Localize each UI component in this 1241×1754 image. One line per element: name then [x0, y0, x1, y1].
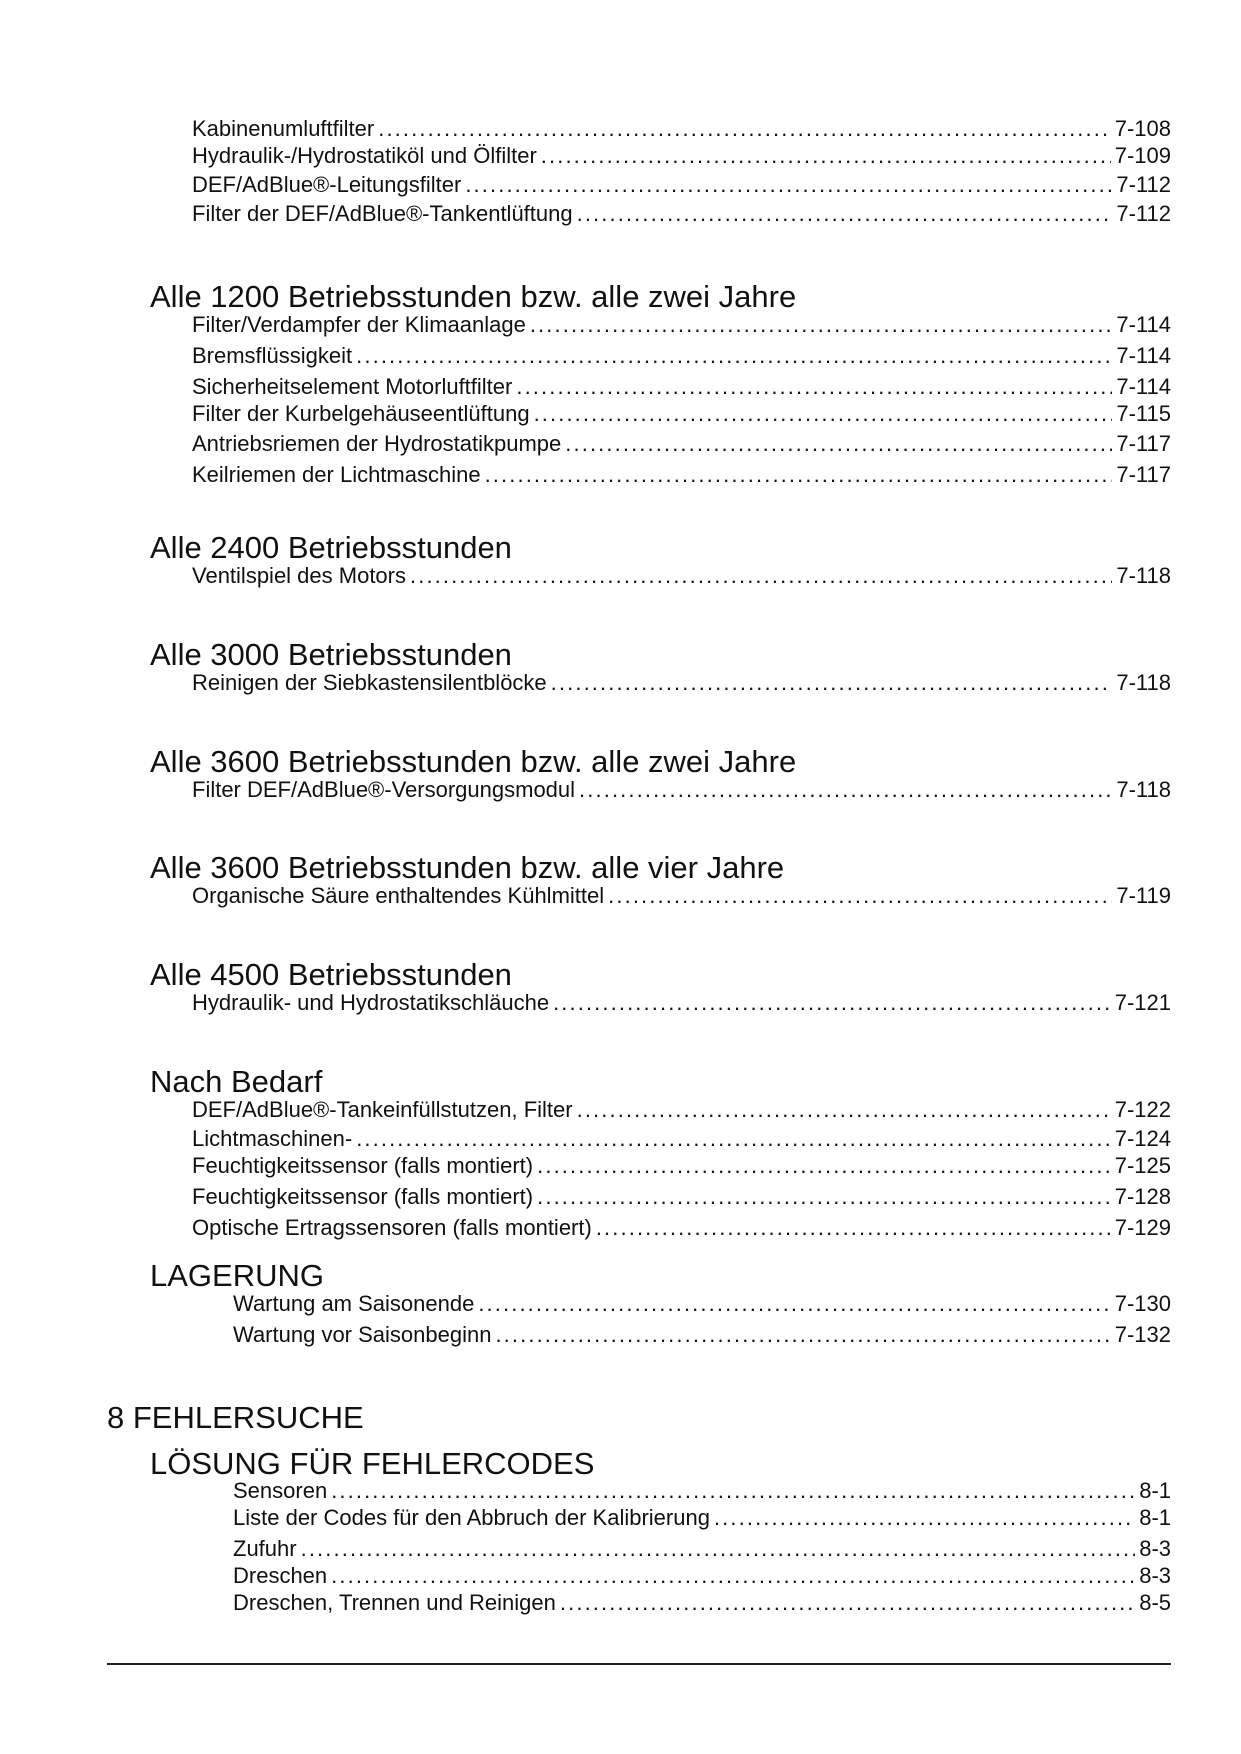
toc-entry-label: Filter der DEF/AdBlue®-Tankentlüftung [192, 201, 573, 226]
leader-dots [714, 1505, 1135, 1531]
toc-entry-label: Filter/Verdampfer der Klimaanlage [192, 312, 526, 337]
leader-dots [516, 374, 1112, 400]
toc-entry-label: Bremsflüssigkeit [192, 343, 353, 368]
toc-entry[interactable] [192, 563, 1171, 589]
section-heading: Alle 1200 Betriebsstunden bzw. alle zwei Jahre [150, 279, 797, 314]
leader-dots [579, 777, 1112, 803]
leader-dots [596, 1215, 1111, 1241]
toc-entry[interactable] [233, 1322, 1171, 1348]
leader-dots [565, 431, 1112, 457]
toc-entry-label: Lichtmaschinen- [192, 1126, 353, 1151]
toc-entry[interactable] [192, 343, 1171, 369]
toc-entry-page: 7-125 [1114, 1153, 1171, 1178]
leader-dots [495, 1322, 1110, 1348]
toc-entry[interactable] [192, 401, 1171, 427]
toc-entry-label: DEF/AdBlue®-Tankeinfüllstutzen, Filter [192, 1097, 573, 1122]
toc-entry[interactable] [233, 1291, 1171, 1317]
section-heading: Alle 2400 Betriebsstunden [150, 530, 512, 565]
leader-dots [301, 1536, 1136, 1562]
toc-entry-label: Hydraulik-/Hydrostatiköl und Ölfilter [192, 143, 537, 168]
toc-entry[interactable] [192, 374, 1171, 400]
toc-entry[interactable] [192, 1097, 1171, 1123]
toc-entry-label: Sicherheitselement Motorluftfilter [192, 374, 513, 399]
toc-entry[interactable] [192, 462, 1171, 488]
toc-entry-page: 7-122 [1114, 1097, 1171, 1122]
toc-entry-page: 7-130 [1114, 1291, 1171, 1316]
toc-entry-page: 7-117 [1116, 431, 1171, 456]
toc-entry[interactable] [192, 990, 1171, 1016]
toc-entry-label: Dreschen [233, 1563, 328, 1588]
section-heading: Alle 3000 Betriebsstunden [150, 637, 512, 672]
toc-entry-page: 7-114 [1116, 312, 1171, 337]
toc-entry[interactable] [192, 431, 1171, 457]
chapter-heading: 8 FEHLERSUCHE [107, 1400, 364, 1435]
toc-entry-label: Wartung vor Saisonbeginn [233, 1322, 492, 1347]
toc-entry-label: Filter DEF/AdBlue®-Versorgungsmodul [192, 777, 576, 802]
toc-entry-page: 7-118 [1116, 777, 1171, 802]
toc-entry-page: 8-5 [1139, 1590, 1171, 1615]
section-heading: Nach Bedarf [150, 1064, 323, 1099]
toc-entry[interactable] [192, 1215, 1171, 1241]
leader-dots [465, 172, 1112, 198]
leader-dots [478, 1291, 1110, 1317]
toc-entry-page: 7-121 [1114, 990, 1171, 1015]
toc-entry-page: 7-109 [1114, 143, 1171, 168]
subsection-heading: LÖSUNG FÜR FEHLERCODES [150, 1446, 595, 1481]
toc-entry[interactable] [233, 1590, 1171, 1616]
toc-entry-label: Ventilspiel des Motors [192, 563, 406, 588]
toc-entry[interactable] [233, 1478, 1171, 1504]
toc-entry-page: 7-108 [1114, 116, 1171, 141]
section-heading: Alle 4500 Betriebsstunden [150, 957, 512, 992]
toc-entry-label: Dreschen, Trennen und Reinigen [233, 1590, 556, 1615]
toc-entry-label: Zufuhr [233, 1536, 297, 1561]
leader-dots [537, 1153, 1111, 1179]
leader-dots [356, 1126, 1111, 1152]
toc-entry[interactable] [192, 1184, 1171, 1210]
toc-entry-page: 7-112 [1116, 172, 1171, 197]
toc-entry-page: 7-115 [1116, 401, 1171, 426]
leader-dots [541, 143, 1111, 169]
leader-dots [577, 1097, 1111, 1123]
toc-entry-label: Keilriemen der Lichtmaschine [192, 462, 481, 487]
toc-entry-label: Hydraulik- und Hydrostatikschläuche [192, 990, 550, 1015]
toc-entry[interactable] [233, 1505, 1171, 1531]
toc-entry-label: Liste der Codes für den Abbruch der Kalibrierung [233, 1505, 710, 1530]
leader-dots [560, 1590, 1135, 1616]
toc-entry-page: 7-132 [1114, 1322, 1171, 1347]
toc-entry-label: Wartung am Saisonende [233, 1291, 475, 1316]
leader-dots [331, 1478, 1135, 1504]
toc-entry[interactable] [192, 777, 1171, 803]
leader-dots [577, 201, 1113, 227]
toc-entry-page: 7-118 [1116, 563, 1171, 588]
leader-dots [410, 563, 1112, 589]
section-heading: Alle 3600 Betriebsstunden bzw. alle zwei Jahre [150, 744, 797, 779]
toc-entry[interactable] [192, 1126, 1171, 1152]
toc-entry[interactable] [233, 1563, 1171, 1589]
section-heading: LAGERUNG [150, 1258, 324, 1293]
leader-dots [537, 1184, 1111, 1210]
toc-entry-label: Feuchtigkeitssensor (falls montiert) [192, 1184, 534, 1209]
toc-entry-page: 7-118 [1116, 670, 1171, 695]
toc-entry-label: Sensoren [233, 1478, 328, 1503]
leader-dots [356, 343, 1112, 369]
toc-entry[interactable] [192, 201, 1171, 227]
toc-entry[interactable] [192, 670, 1171, 696]
toc-entry-label: Feuchtigkeitssensor (falls montiert) [192, 1153, 534, 1178]
toc-entry-label: Reinigen der Siebkastensilentblöcke [192, 670, 547, 695]
toc-entry[interactable] [192, 116, 1171, 142]
toc-entry-page: 7-124 [1114, 1126, 1171, 1151]
bottom-rule [107, 1663, 1171, 1665]
toc-entry-page: 8-3 [1139, 1563, 1171, 1588]
toc-entry-page: 7-129 [1114, 1215, 1171, 1240]
toc-entry-page: 7-112 [1116, 201, 1171, 226]
toc-entry-page: 8-3 [1139, 1536, 1171, 1561]
leader-dots [530, 312, 1113, 338]
toc-entry-label: Filter der Kurbelgehäuseentlüftung [192, 401, 530, 426]
section-heading: Alle 3600 Betriebsstunden bzw. alle vier Jahre [150, 850, 785, 885]
leader-dots [551, 670, 1113, 696]
toc-entry-label: Organische Säure enthaltendes Kühlmittel [192, 883, 605, 908]
toc-entry[interactable] [192, 1153, 1171, 1179]
toc-entry-page: 8-1 [1139, 1478, 1171, 1503]
leader-dots [553, 990, 1111, 1016]
leader-dots [534, 401, 1113, 427]
leader-dots [331, 1563, 1135, 1589]
toc-entry[interactable] [192, 883, 1171, 909]
leader-dots [378, 116, 1111, 142]
toc-entry[interactable] [192, 312, 1171, 338]
toc-entry-label: Kabinenumluftfilter [192, 116, 375, 141]
toc-entry-page: 7-117 [1116, 462, 1171, 487]
leader-dots [485, 462, 1113, 488]
toc-entry[interactable] [192, 172, 1171, 198]
toc-entry-page: 7-128 [1114, 1184, 1171, 1209]
toc-entry-page: 7-119 [1116, 883, 1171, 908]
toc-entry-label: Optische Ertragssensoren (falls montiert) [192, 1215, 592, 1240]
toc-entry-page: 7-114 [1116, 343, 1171, 368]
toc-entry-page: 8-1 [1139, 1505, 1171, 1530]
toc-entry[interactable] [192, 143, 1171, 169]
toc-entry[interactable] [233, 1536, 1171, 1562]
toc-entry-label: Antriebsriemen der Hydrostatikpumpe [192, 431, 562, 456]
leader-dots [608, 883, 1112, 909]
toc-entry-page: 7-114 [1116, 374, 1171, 399]
toc-entry-label: DEF/AdBlue®-Leitungsfilter [192, 172, 462, 197]
